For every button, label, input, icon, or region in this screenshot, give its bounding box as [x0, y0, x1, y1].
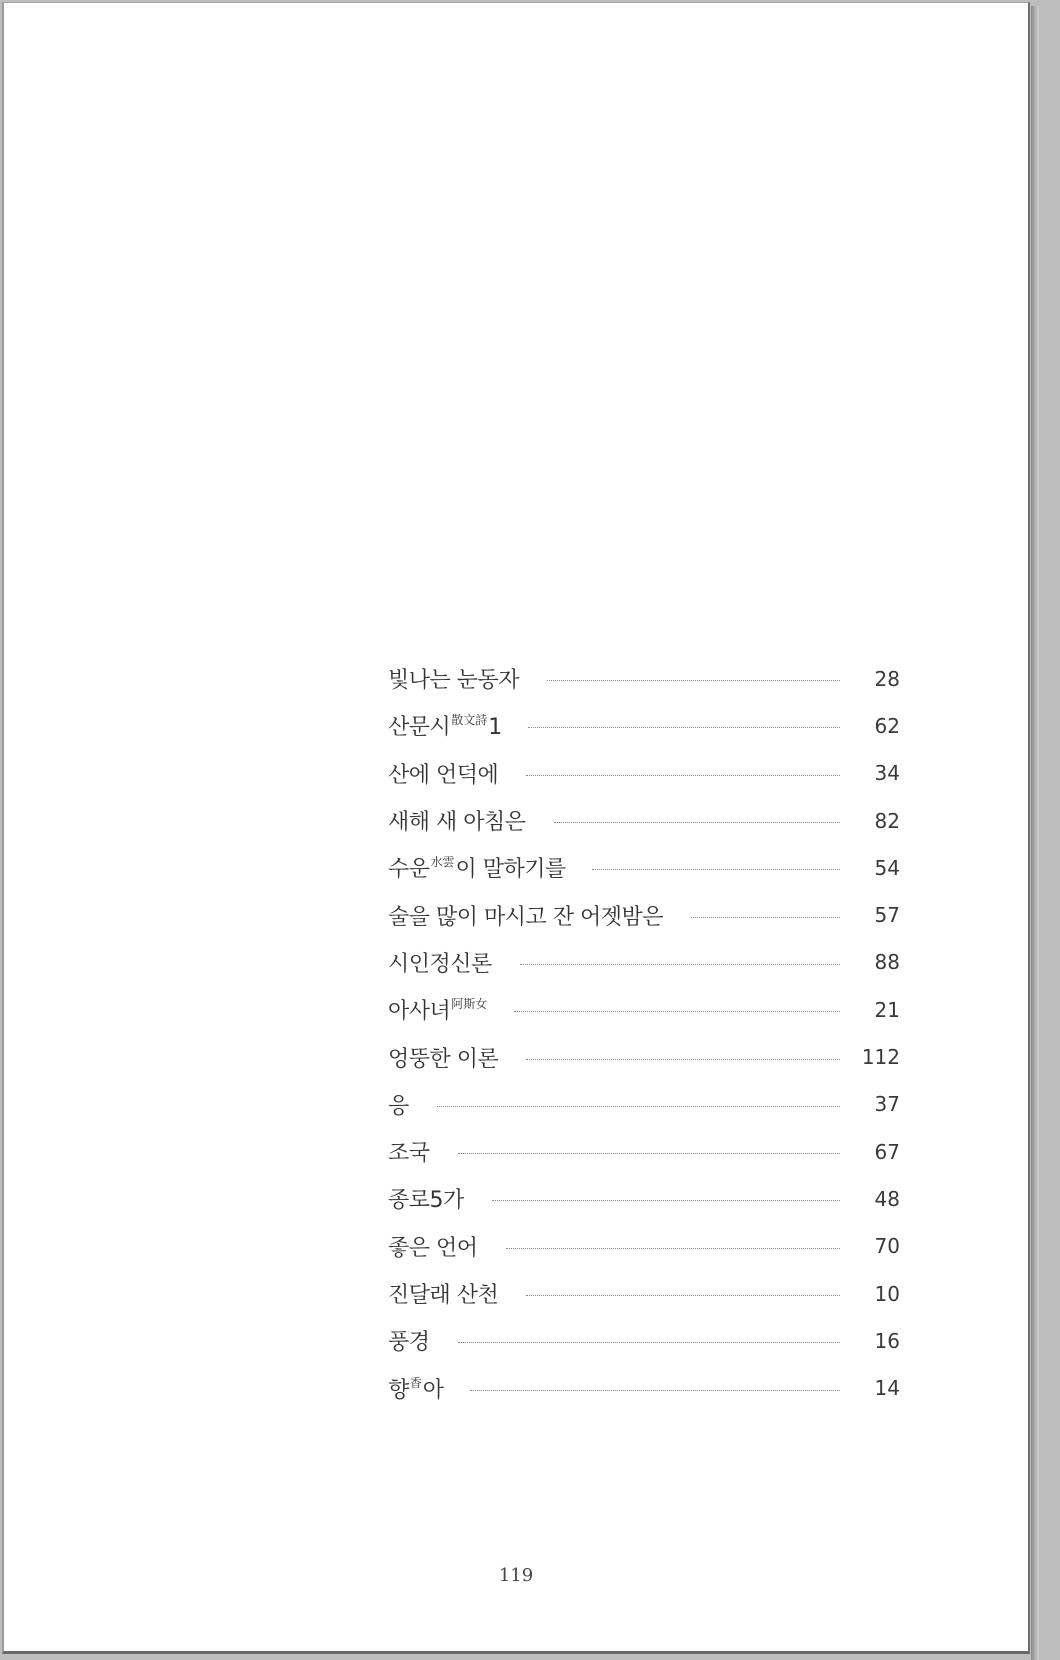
toc-entry-title — [388, 1325, 432, 1356]
toc-entry — [388, 797, 900, 844]
toc-entry-title — [388, 1183, 466, 1214]
toc-entry — [388, 844, 900, 891]
toc-page-number: 88 — [874, 950, 900, 975]
dot-leader — [691, 917, 840, 918]
toc-page-number: 82 — [874, 808, 900, 833]
toc-page-number: 54 — [874, 855, 900, 880]
toc-entry — [388, 655, 900, 702]
toc-entry — [388, 1223, 900, 1270]
toc-title-text: 풍경 — [388, 1330, 430, 1356]
dot-leader — [520, 964, 840, 965]
dot-leader — [514, 1011, 840, 1012]
toc-entry — [388, 1317, 900, 1364]
toc-title-text: 수운 — [388, 857, 430, 883]
toc-title-text: 향 — [388, 1377, 409, 1403]
toc-entry — [388, 1270, 900, 1317]
toc-title-text-suffix: 1 — [488, 715, 502, 741]
toc-title-text: 아사녀 — [388, 999, 451, 1025]
toc-entry — [388, 1175, 900, 1222]
dot-leader — [547, 680, 840, 681]
toc-entry — [388, 702, 900, 749]
toc-entry — [388, 939, 900, 986]
toc-page-number: 16 — [874, 1328, 900, 1353]
toc-page-number: 37 — [874, 1092, 900, 1117]
toc-entry-title — [388, 1373, 444, 1404]
toc-title-text: 빛나는 눈동자 — [388, 668, 520, 694]
toc-entry-title — [388, 710, 502, 741]
toc-title-text-suffix: 아 — [422, 1377, 444, 1403]
toc-page-number: 10 — [874, 1281, 900, 1306]
toc-entry-title — [388, 1136, 432, 1167]
toc-page-number: 70 — [874, 1234, 900, 1259]
toc-title-text: 산문시 — [388, 715, 451, 741]
toc-page-number: 112 — [861, 1045, 900, 1070]
toc-entry-title — [388, 1042, 500, 1073]
toc-page-number: 62 — [874, 713, 900, 738]
toc-hanja-annotation: 香 — [409, 1375, 422, 1390]
dot-leader — [526, 1059, 840, 1060]
table-of-contents — [388, 655, 900, 1412]
toc-page-number: 34 — [874, 761, 900, 786]
toc-title-text: 새해 새 아침은 — [388, 810, 526, 836]
toc-hanja-annotation: 水雲 — [430, 855, 455, 870]
page-shadow — [1031, 6, 1039, 1660]
toc-page-number: 57 — [874, 903, 900, 928]
toc-title-text: 엉뚱한 이론 — [388, 1046, 499, 1072]
book-page — [2, 2, 1030, 1654]
dot-leader — [526, 775, 840, 776]
toc-entry-title — [388, 1089, 411, 1120]
toc-entry — [388, 986, 900, 1033]
dot-leader — [458, 1153, 840, 1154]
toc-hanja-annotation: 阿斯女 — [451, 997, 488, 1012]
toc-title-text: 시인정신론 — [388, 951, 492, 977]
toc-entry-title — [388, 994, 488, 1025]
dot-leader — [470, 1390, 840, 1391]
toc-title-text: 응 — [388, 1093, 409, 1119]
dot-leader — [526, 1295, 840, 1296]
toc-page-number: 67 — [874, 1139, 900, 1164]
toc-title-text: 종로5가 — [388, 1188, 464, 1214]
dot-leader — [554, 822, 841, 823]
toc-entry — [388, 1033, 900, 1080]
toc-entry — [388, 1364, 900, 1411]
toc-entry-title — [388, 663, 521, 694]
toc-entry-title — [388, 900, 665, 931]
toc-entry-title — [388, 947, 494, 978]
toc-entry — [388, 891, 900, 938]
toc-entry-title — [388, 758, 500, 789]
toc-entry — [388, 750, 900, 797]
toc-title-text: 산에 언덕에 — [388, 762, 499, 788]
page-number: 119 — [498, 1565, 534, 1586]
dot-leader — [437, 1106, 840, 1107]
toc-page-number: 48 — [874, 1186, 900, 1211]
toc-entry — [388, 1128, 900, 1175]
toc-entry-title — [388, 1231, 480, 1262]
toc-page-number: 21 — [874, 997, 900, 1022]
dot-leader — [458, 1342, 840, 1343]
dot-leader — [506, 1248, 840, 1249]
toc-title-text: 좋은 언어 — [388, 1235, 478, 1261]
dot-leader — [492, 1200, 840, 1201]
toc-hanja-annotation: 散文詩 — [451, 713, 488, 728]
toc-page-number: 28 — [874, 666, 900, 691]
toc-title-text: 술을 많이 마시고 잔 어젯밤은 — [388, 904, 663, 930]
toc-title-text: 조국 — [388, 1141, 430, 1167]
toc-entry — [388, 1081, 900, 1128]
dot-leader — [592, 869, 840, 870]
dot-leader — [528, 727, 840, 728]
toc-entry-title — [388, 852, 566, 883]
toc-entry-title — [388, 1278, 500, 1309]
toc-entry-title — [388, 805, 528, 836]
toc-title-text: 진달래 산천 — [388, 1283, 499, 1308]
toc-page-number: 14 — [874, 1376, 900, 1401]
toc-title-text-suffix: 이 말하기를 — [455, 857, 566, 883]
